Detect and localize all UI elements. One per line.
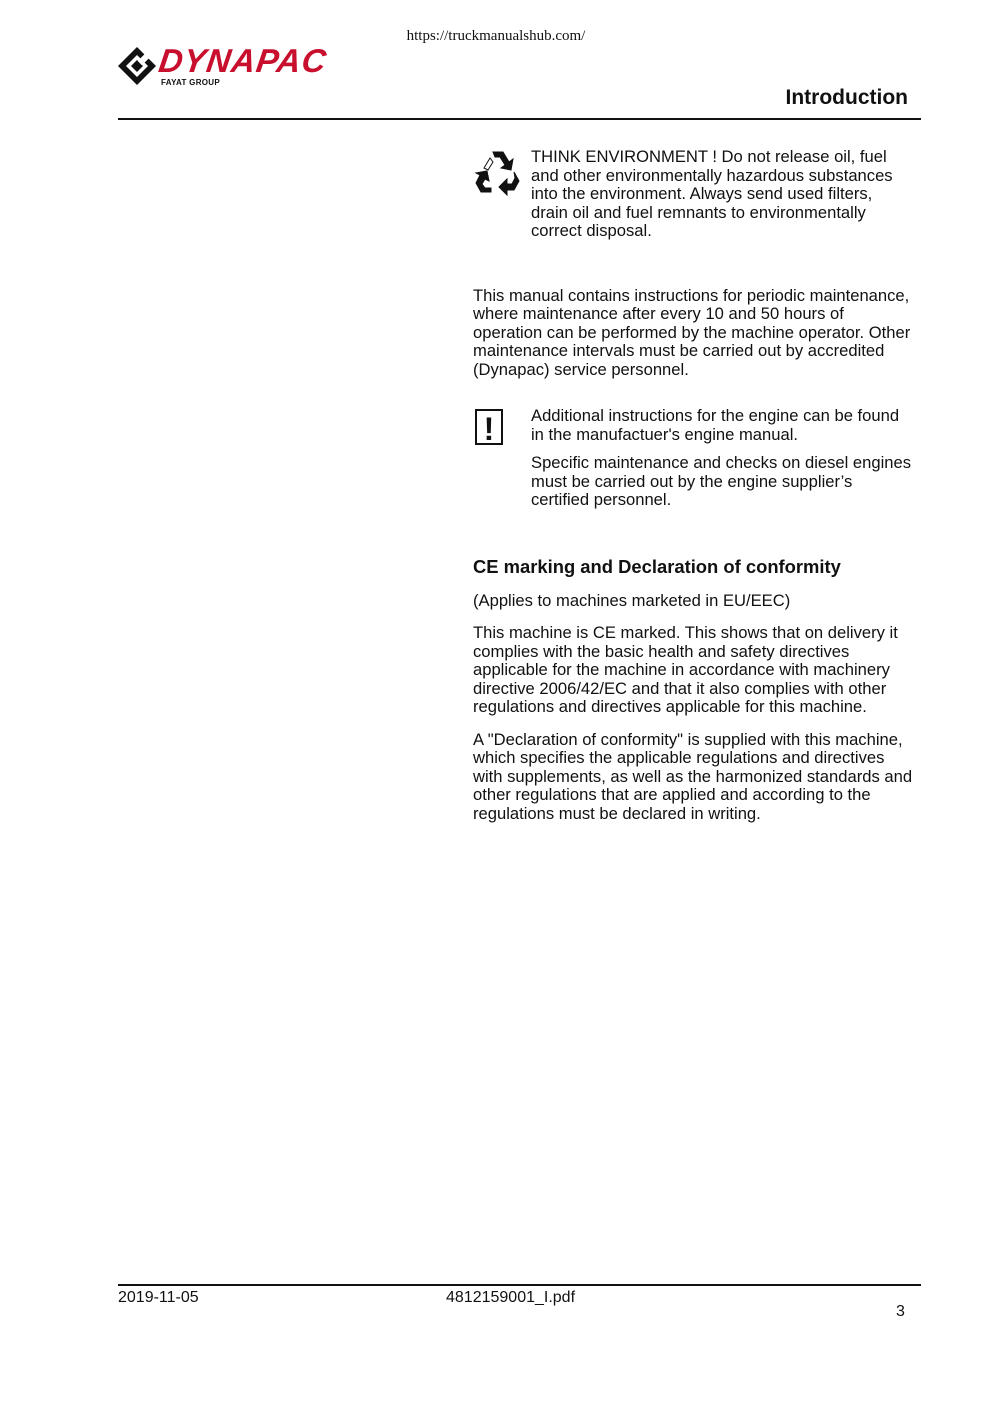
ce-marked-paragraph: This machine is CE marked. This shows that on delivery it complies with the basic health and safety directives applicable for the machine in accordance with machinery directive 2006/42/EC and that it also complies with other regulations and directives applicable for this machine. <box>473 623 898 716</box>
footer-filename: 4812159001_I.pdf <box>446 1289 576 1306</box>
ce-applies-paragraph: (Applies to machines marketed in EU/EEC) <box>473 590 791 610</box>
main-content <box>473 148 913 837</box>
logo-brand-text: DYNAPAC <box>156 42 330 79</box>
ce-heading: CE marking and Declaration of conformity <box>473 555 841 577</box>
dynapac-diamond-logo-icon <box>117 46 157 86</box>
source-url: https://truckmanualshub.com/ <box>406 28 586 44</box>
engine-note-text-2: Specific maintenance and checks on diesel engines must be carried out by the engine supplier’s certified personnel. <box>531 453 912 509</box>
footer-divider <box>118 1284 921 1286</box>
header-divider <box>118 118 921 120</box>
engine-note <box>473 407 913 520</box>
engine-note-text-1: Additional instructions for the engine can be found in the manufactuer's engine manual. <box>531 406 900 444</box>
maintenance-paragraph: This manual contains instructions for periodic maintenance, where maintenance after every 10 and 50 hours of operation can be performed by the machine operator. Other maintenance intervals must be carried out by accredited (Dynapac) service personnel. <box>473 285 911 379</box>
declaration-paragraph: A "Declaration of conformity" is supplied with this machine, which specifies the applicable regulations and directives with supplements, as well as the harmonized standards and other regulations that are applied and according to the regulations must be declared in writing. <box>473 729 913 823</box>
environment-note-text: THINK ENVIRONMENT ! Do not release oil, fuel and other environmentally hazardous substances into the environment. Always send used filters, drain oil and fuel remnants to environmentally correct disposal. <box>531 147 893 240</box>
recycle-icon <box>473 148 531 201</box>
warning-icon: ! <box>475 409 503 445</box>
logo-group-text: FAYAT GROUP <box>161 78 221 87</box>
section-title: Introduction <box>785 86 908 109</box>
footer-date: 2019-11-05 <box>118 1289 199 1306</box>
dynapac-logo <box>117 42 417 90</box>
page-number: 3 <box>896 1303 905 1320</box>
environment-note <box>473 148 913 251</box>
